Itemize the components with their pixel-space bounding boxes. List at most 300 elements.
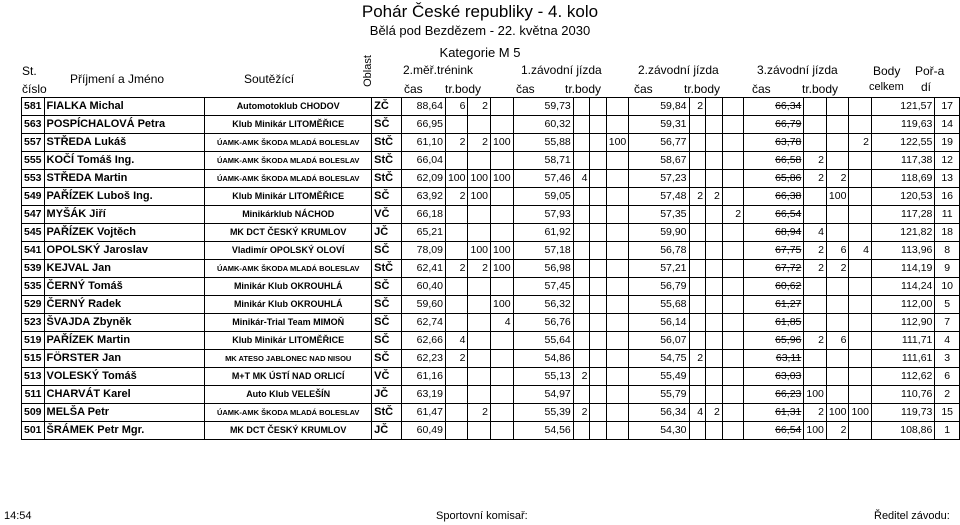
cell-p3b: [706, 224, 723, 242]
cell-rank-text: 15: [941, 406, 954, 418]
cell-name: [44, 368, 205, 386]
cell-p2a: [573, 278, 590, 296]
cell-num-text: 535: [24, 280, 42, 292]
cell-p3b: [706, 350, 723, 368]
cell-p4a: [804, 296, 827, 314]
cell-p3a: [689, 152, 706, 170]
col-run4-penalty: tr.body: [802, 82, 839, 96]
cell-t1: [401, 386, 445, 404]
cell-club-text: MK DCT ČESKÝ KRUMLOV: [229, 425, 347, 435]
cell-t2-text: 55,64: [544, 334, 571, 346]
cell-p1a: [445, 170, 468, 188]
cell-p4b: [826, 134, 849, 152]
cell-t1: [401, 224, 445, 242]
cell-reg: [372, 152, 402, 170]
cell-t2-text: 55,88: [544, 136, 571, 148]
cell-t2: [513, 98, 573, 116]
cell-p1c-text: 100: [493, 262, 511, 274]
cell-total-text: 119,73: [901, 406, 933, 418]
table-row: [22, 170, 960, 188]
cell-total: [871, 188, 934, 206]
cell-t4-text: 61,27: [775, 298, 802, 310]
cell-total: [871, 206, 934, 224]
cell-t1: [401, 116, 445, 134]
col-rank-top: Poř-a: [915, 64, 945, 78]
cell-club: [205, 296, 372, 314]
cell-total: [871, 332, 934, 350]
cell-reg-text: SČ: [374, 244, 390, 256]
cell-p3b: [706, 152, 723, 170]
cell-t1: [401, 206, 445, 224]
cell-t1: [401, 350, 445, 368]
cell-reg: [372, 206, 402, 224]
col-run3-penalty: tr.body: [684, 82, 721, 96]
cell-rank: [935, 368, 960, 386]
cell-p2c: [606, 134, 629, 152]
cell-p2b: [590, 386, 606, 404]
table-row: [22, 278, 960, 296]
cell-t2: [513, 152, 573, 170]
cell-rank: [935, 134, 960, 152]
cell-p4c: [849, 188, 872, 206]
footer-director: Ředitel závodu:: [874, 510, 950, 522]
cell-t3-text: 56,14: [660, 316, 687, 328]
cell-p1b-text: 2: [482, 136, 489, 148]
cell-p3c: [722, 188, 743, 206]
cell-rank: [935, 260, 960, 278]
cell-rank: [935, 98, 960, 116]
cell-reg-text: JČ: [374, 388, 389, 400]
page-subtitle: Bělá pod Bezdězem - 22. května 2030: [369, 23, 591, 38]
cell-p4b-text: 2: [840, 424, 847, 436]
cell-t3: [629, 350, 689, 368]
cell-p1a: [445, 314, 468, 332]
cell-name: [44, 296, 205, 314]
table-row: [22, 242, 960, 260]
cell-total-text: 121,57: [900, 100, 933, 112]
cell-p3b: [706, 368, 723, 386]
cell-t3: [629, 206, 689, 224]
cell-t4-text: 68,94: [775, 226, 802, 238]
cell-t4: [744, 350, 804, 368]
cell-p1c: [491, 404, 514, 422]
cell-total: [871, 386, 934, 404]
cell-t4: [744, 386, 804, 404]
col-total-bottom: celkem: [869, 81, 904, 93]
cell-t2-text: 55,13: [544, 370, 571, 382]
cell-p2a: [573, 296, 590, 314]
cell-p4a: [804, 332, 827, 350]
cell-p3a: [689, 170, 706, 188]
cell-name: [44, 116, 205, 134]
cell-p3a: [689, 404, 706, 422]
cell-num: [22, 260, 45, 278]
cell-total-text: 120,53: [900, 190, 933, 202]
cell-p3c: [722, 152, 743, 170]
cell-p2a: [573, 170, 590, 188]
cell-p4a: [804, 404, 827, 422]
cell-p4a: [804, 314, 827, 332]
cell-club: [205, 404, 372, 422]
cell-p1a-text: 4: [459, 334, 466, 346]
cell-p4b: [826, 368, 849, 386]
cell-t4: [744, 206, 804, 224]
cell-t1-text: 62,66: [416, 334, 443, 346]
cell-t3-text: 55,68: [660, 298, 687, 310]
cell-p2a-text: 2: [581, 406, 588, 418]
cell-p4b-text: 2: [840, 172, 847, 184]
cell-t2: [513, 224, 573, 242]
cell-p2b: [590, 296, 606, 314]
table-row: [22, 206, 960, 224]
table-row: [22, 224, 960, 242]
cell-t4-text: 66,79: [775, 118, 802, 130]
cell-rank-text: 6: [944, 370, 951, 382]
cell-total-text: 114,19: [901, 262, 933, 274]
cell-p3a: [689, 314, 706, 332]
cell-p1a: [445, 134, 468, 152]
cell-rank-text: 13: [941, 172, 954, 184]
col-run4: 3.závodní jízda: [757, 63, 838, 77]
cell-rank-text: 14: [941, 118, 954, 130]
cell-t4-text: 67,75: [775, 244, 802, 256]
cell-t2-text: 57,45: [544, 280, 571, 292]
cell-num-text: 553: [24, 172, 42, 184]
cell-p1b: [468, 332, 491, 350]
cell-rank: [935, 404, 960, 422]
cell-rank: [935, 206, 960, 224]
cell-total-text: 117,38: [901, 154, 933, 166]
footer-commissioner: Sportovní komisař:: [436, 510, 528, 522]
cell-t4: [744, 296, 804, 314]
cell-p1b: [468, 98, 491, 116]
cell-name: [44, 422, 205, 440]
cell-t1: [401, 188, 445, 206]
cell-t3: [629, 260, 689, 278]
cell-p4a-text: 100: [806, 388, 824, 400]
cell-rank-text: 12: [941, 154, 954, 166]
cell-p1a: [445, 278, 468, 296]
cell-p4c: [849, 116, 872, 134]
cell-p4c-text: 2: [863, 136, 869, 148]
cell-rank: [935, 188, 960, 206]
cell-t1: [401, 422, 445, 440]
cell-rank-text: 11: [941, 208, 953, 220]
table-row: [22, 404, 960, 422]
cell-name: [44, 224, 205, 242]
cell-p1c: [491, 188, 514, 206]
cell-club-text: Minikár Klub OKROUHLÁ: [233, 299, 343, 309]
cell-p4b-text: 100: [828, 406, 847, 418]
cell-p4a: [804, 188, 827, 206]
cell-total-text: 118,69: [901, 172, 933, 184]
cell-total-text: 111,71: [901, 334, 933, 346]
cell-num: [22, 404, 45, 422]
cell-p4a-text: 2: [818, 154, 824, 166]
cell-p3a-text: 4: [697, 406, 704, 418]
cell-t2: [513, 206, 573, 224]
cell-rank-text: 1: [944, 424, 951, 436]
cell-t1: [401, 170, 445, 188]
cell-rank: [935, 332, 960, 350]
cell-p1c: [491, 314, 514, 332]
cell-p4c: [849, 422, 872, 440]
cell-p3c: [722, 386, 743, 404]
cell-t3: [629, 188, 689, 206]
cell-p3b: [706, 260, 723, 278]
cell-reg: [372, 404, 402, 422]
cell-t1: [401, 332, 445, 350]
cell-total-text: 112,62: [901, 370, 933, 382]
cell-p2b: [590, 332, 606, 350]
cell-total: [871, 152, 934, 170]
cell-p3a: [689, 224, 706, 242]
col-club: Soutěžící: [244, 72, 295, 86]
cell-t2: [513, 134, 573, 152]
cell-t3-text: 58,67: [660, 154, 687, 166]
cell-t4-text: 61,31: [775, 406, 802, 418]
cell-t4-text: 66,58: [775, 154, 802, 166]
cell-t1: [401, 260, 445, 278]
cell-p3c: [722, 314, 743, 332]
cell-reg-text: ZČ: [374, 100, 389, 112]
cell-t2: [513, 296, 573, 314]
footer-time: 14:54: [4, 510, 32, 522]
col-st-top: St.: [22, 64, 37, 78]
cell-total-text: 111,61: [901, 352, 933, 364]
cell-num: [22, 386, 45, 404]
cell-p2a-text: 2: [581, 370, 588, 382]
cell-p3a: [689, 188, 706, 206]
cell-p2a: [573, 116, 590, 134]
cell-t4-text: 60,62: [775, 280, 802, 292]
cell-p1c: [491, 98, 514, 116]
cell-name-text: ŠRÁMEK Petr Mgr.: [46, 424, 145, 436]
cell-p1a: [445, 242, 468, 260]
cell-reg-text: JČ: [374, 226, 389, 238]
cell-rank: [935, 278, 960, 296]
cell-p1a: [445, 260, 468, 278]
cell-name-text: PAŘÍZEK Luboš Ing.: [46, 190, 153, 202]
cell-p2c: [606, 98, 629, 116]
cell-p2a: [573, 350, 590, 368]
cell-reg: [372, 314, 402, 332]
cell-p3b-text: 2: [713, 406, 720, 418]
cell-name-text: PAŘÍZEK Martin: [46, 334, 131, 346]
cell-rank: [935, 296, 960, 314]
cell-total: [871, 170, 934, 188]
cell-name: [44, 260, 205, 278]
cell-p4b: [826, 332, 849, 350]
cell-t2: [513, 386, 573, 404]
cell-club: [205, 224, 372, 242]
cell-num: [22, 422, 45, 440]
cell-p4b: [826, 224, 849, 242]
table-row: [22, 134, 960, 152]
cell-t3: [629, 404, 689, 422]
cell-reg-text: SČ: [374, 352, 390, 364]
cell-p4a-text: 2: [818, 406, 824, 418]
col-run2: 1.závodní jízda: [521, 63, 602, 77]
table-row: [22, 116, 960, 134]
cell-p3c-text: 2: [735, 208, 742, 220]
cell-num-text: 501: [24, 424, 42, 436]
cell-t4: [744, 242, 804, 260]
cell-name-text: ŠVAJDA Zbyněk: [46, 316, 132, 328]
cell-t1-text: 61,10: [416, 136, 443, 148]
cell-club: [205, 98, 372, 116]
cell-p3a: [689, 296, 706, 314]
cell-t4: [744, 314, 804, 332]
cell-rank-text: 4: [944, 334, 951, 346]
cell-p4a: [804, 242, 827, 260]
cell-p3c: [722, 170, 743, 188]
cell-rank: [935, 350, 960, 368]
cell-p3b: [706, 188, 723, 206]
cell-p3b: [706, 242, 723, 260]
cell-t3-text: 54,75: [660, 352, 687, 364]
cell-p3b: [706, 134, 723, 152]
cell-num: [22, 224, 45, 242]
cell-t4: [744, 224, 804, 242]
cell-t3-text: 57,48: [660, 190, 687, 202]
cell-num-text: 509: [24, 406, 42, 418]
cell-rank: [935, 170, 960, 188]
cell-p1a: [445, 296, 468, 314]
cell-p1a-text: 100: [447, 172, 466, 184]
cell-num: [22, 98, 45, 116]
cell-p4c: [849, 242, 872, 260]
cell-p4a: [804, 368, 827, 386]
cell-p4b-text: 6: [840, 244, 847, 256]
cell-t2-text: 59,73: [544, 100, 571, 112]
cell-t4: [744, 260, 804, 278]
cell-p4a: [804, 98, 827, 116]
cell-t1-text: 62,41: [416, 262, 443, 274]
cell-name: [44, 188, 205, 206]
cell-reg-text: VČ: [374, 370, 390, 382]
cell-num: [22, 152, 45, 170]
cell-t2: [513, 422, 573, 440]
cell-reg-text: StČ: [374, 406, 394, 418]
cell-club-text: MK ATESO JABLONEC NAD NISOU: [225, 354, 352, 363]
cell-t2-text: 58,71: [544, 154, 571, 166]
cell-club-text: MK DCT ČESKÝ KRUMLOV: [229, 227, 347, 237]
cell-name: [44, 350, 205, 368]
cell-reg-text: StČ: [374, 262, 394, 274]
cell-total: [871, 422, 934, 440]
cell-p3c: [722, 98, 743, 116]
cell-num-text: 545: [24, 226, 42, 238]
cell-t3-text: 59,90: [660, 226, 687, 238]
cell-p4c: [849, 314, 872, 332]
cell-t3-text: 57,23: [660, 172, 687, 184]
cell-t4-text: 66,38: [775, 190, 802, 202]
cell-num-text: 541: [24, 244, 42, 256]
cell-reg-text: SČ: [374, 298, 390, 310]
cell-p4c: [849, 296, 872, 314]
cell-p1b: [468, 170, 491, 188]
cell-p4c: [849, 332, 872, 350]
cell-p1c: [491, 116, 514, 134]
cell-p1c: [491, 260, 514, 278]
cell-num-text: 539: [24, 262, 42, 274]
cell-t1-text: 65,21: [416, 226, 443, 238]
cell-t1-text: 63,92: [416, 190, 443, 202]
col-run4-time: čas: [752, 82, 771, 96]
cell-t1-text: 62,74: [416, 316, 443, 328]
cell-club: [205, 422, 372, 440]
cell-p2a: [573, 242, 590, 260]
cell-t3: [629, 116, 689, 134]
cell-club-text: ÚAMK-AMK ŠKODA MLADÁ BOLESLAV: [216, 174, 360, 183]
cell-name-text: FÖRSTER Jan: [46, 352, 122, 364]
cell-rank-text: 16: [941, 190, 954, 202]
cell-club-text: Minikárklub NÁCHOD: [242, 209, 335, 219]
cell-p2b: [590, 350, 606, 368]
cell-p2c: [606, 242, 629, 260]
cell-p3a: [689, 368, 706, 386]
cell-club: [205, 260, 372, 278]
cell-p4b: [826, 296, 849, 314]
cell-club: [205, 206, 372, 224]
cell-p4c-text: 100: [851, 406, 869, 418]
cell-t1-text: 66,95: [416, 118, 443, 130]
cell-total: [871, 296, 934, 314]
cell-reg-text: SČ: [374, 334, 390, 346]
cell-p1b: [468, 224, 491, 242]
cell-t4-text: 66,34: [775, 100, 802, 112]
cell-p2b: [590, 206, 606, 224]
cell-t3: [629, 152, 689, 170]
cell-p1b: [468, 278, 491, 296]
cell-t2-text: 57,93: [544, 208, 571, 220]
cell-p4c: [849, 404, 872, 422]
cell-rank-text: 10: [941, 280, 954, 292]
cell-p4b-text: 6: [840, 334, 847, 346]
col-run1: 2.měř.trénink: [403, 63, 474, 77]
cell-p1a-text: 2: [459, 352, 466, 364]
cell-t2: [513, 350, 573, 368]
cell-t3-text: 54,30: [660, 424, 687, 436]
cell-t4: [744, 422, 804, 440]
cell-p3b: [706, 170, 723, 188]
cell-t3: [629, 386, 689, 404]
cell-p3b: [706, 314, 723, 332]
cell-t2: [513, 116, 573, 134]
cell-name: [44, 278, 205, 296]
cell-p1a: [445, 116, 468, 134]
cell-t2: [513, 278, 573, 296]
cell-total-text: 112,00: [901, 298, 933, 310]
cell-name-text: STŘEDA Martin: [46, 172, 128, 184]
cell-club-text: Automotoklub CHODOV: [236, 101, 340, 111]
cell-num-text: 529: [24, 298, 42, 310]
cell-t3: [629, 134, 689, 152]
cell-p1a: [445, 404, 468, 422]
cell-name: [44, 314, 205, 332]
cell-total-text: 113,96: [901, 244, 933, 256]
cell-p1b: [468, 386, 491, 404]
cell-p2a: [573, 188, 590, 206]
cell-club: [205, 350, 372, 368]
cell-reg: [372, 296, 402, 314]
cell-num: [22, 134, 45, 152]
cell-total-text: 108,86: [900, 424, 933, 436]
cell-reg: [372, 170, 402, 188]
cell-p1c: [491, 206, 514, 224]
col-rank-bottom: dí: [921, 80, 932, 94]
